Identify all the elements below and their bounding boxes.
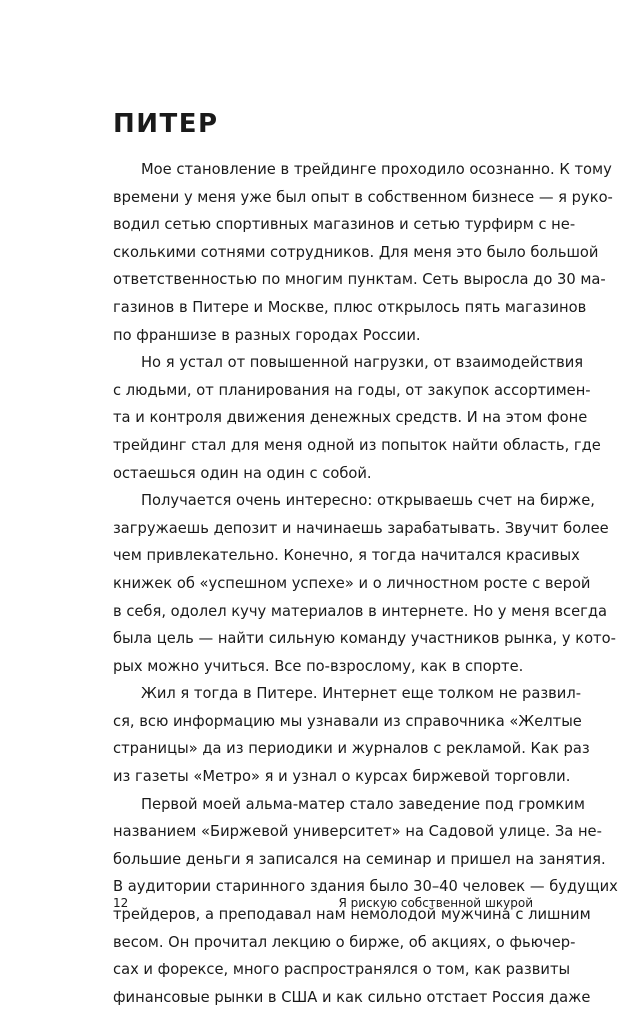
text-line: Получается очень интересно: открываешь счет на бирже, — [141, 492, 595, 510]
text-line: чем привлекательно. Конечно, я тогда начитался красивых — [113, 547, 580, 565]
text-line: рых можно учиться. Все по-взрослому, как в спорте. — [113, 657, 524, 675]
text-line: по франшизе в разных городах России. — [113, 326, 421, 344]
body-text — [113, 156, 618, 1011]
text-line: финансовые рынки в США и как сильно отстает Россия даже — [113, 988, 591, 1006]
page-number: 12 — [113, 896, 129, 910]
text-line: ответственностью по многим пунктам. Сеть выросла до 30 ма- — [113, 271, 606, 289]
chapter-title: ПИТЕР — [113, 109, 219, 139]
text-line: в себя, одолел кучу материалов в интернете. Но у меня всегда — [113, 602, 607, 620]
text-line: трейдеров, а преподавал нам немолодой мужчина с лишним — [113, 906, 591, 924]
text-line: книжек об «успешном успехе» и о личностном росте с верой — [113, 574, 591, 592]
text-line: та и контроля движения денежных средств. И на этом фоне — [113, 409, 588, 427]
text-line: с людьми, от планирования на годы, от закупок ассортимен- — [113, 381, 591, 399]
text-line: весом. Он прочитал лекцию о бирже, об акциях, о фьючер- — [113, 933, 576, 951]
text-line: Первой моей альма-матер стало заведение под громким — [141, 795, 585, 813]
text-line: водил сетью спортивных магазинов и сетью турфирм с не- — [113, 216, 576, 234]
text-line: сах и форексе, много распространялся о том, как развиты — [113, 961, 571, 979]
text-line: страницы» да из периодики и журналов с рекламой. Как раз — [113, 740, 590, 758]
running-title: Я рискую собственной шкурой — [338, 896, 533, 910]
text-line: газинов в Питере и Москве, плюс открылось пять магазинов — [113, 298, 587, 316]
text-line: из газеты «Метро» я и узнал о курсах биржевой торговли. — [113, 768, 571, 786]
text-line: Но я устал от повышенной нагрузки, от взаимодействия — [141, 354, 584, 372]
text-line: Мое становление в трейдинге проходило осознанно. К тому — [141, 161, 612, 178]
text-line: сколькими сотнями сотрудников. Для меня это было большой — [113, 243, 599, 261]
text-line: остаешься один на один с собой. — [113, 464, 372, 482]
text-line: Жил я тогда в Питере. Интернет еще толком не развил- — [141, 685, 582, 703]
text-line: была цель — найти сильную команду участников рынка, у кото- — [113, 630, 616, 648]
text-line: В аудитории старинного здания было 30–40 человек — будущих — [113, 878, 618, 896]
text-line: загружаешь депозит и начинаешь зарабатывать. Звучит более — [113, 519, 609, 537]
text-line: названием «Биржевой университет» на Садовой улице. За не- — [113, 823, 602, 841]
text-line: трейдинг стал для меня одной из попыток найти область, где — [113, 436, 601, 454]
text-line: большие деньги я записался на семинар и пришел на занятия. — [113, 850, 606, 868]
text-line: времени у меня уже был опыт в собственном бизнесе — я руко- — [113, 188, 613, 206]
text-line: ся, всю информацию мы узнавали из справочника «Желтые — [113, 712, 582, 730]
